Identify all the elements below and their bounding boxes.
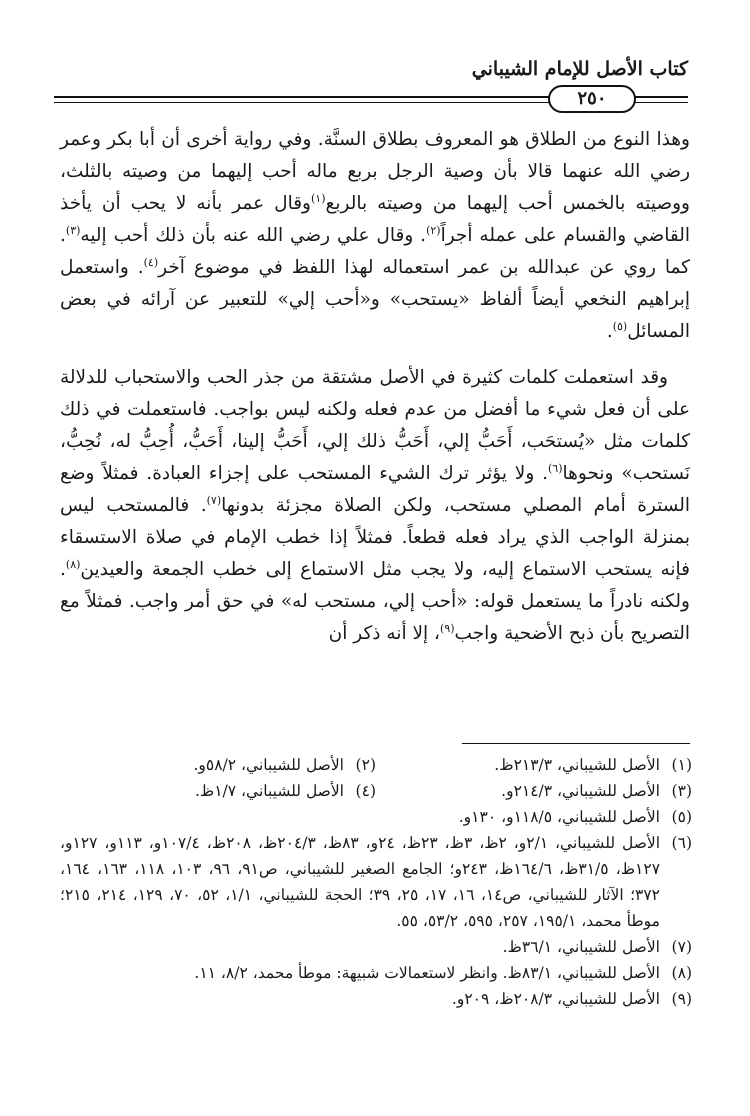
text-segment: . كما روي عن عبدالله بن عمر استعماله لهذا اللفظ في موضوع آخر xyxy=(60,225,690,278)
footnote-item xyxy=(60,804,692,830)
footnote-text: الأصل للشيباني، ٢١٤/٣و. xyxy=(501,782,660,800)
footnote-number: (٧) xyxy=(671,938,692,956)
footnote-text: الأصل للشيباني، ٢/١و، ٢ظ، ٣ظ، ٢٣ظ، ٢٤و، ٨٣ظ، ٢٠٤/٣ظ، ٢٠٨ظ، ١٠٧/٤و، ١١٣و، ١٢٧و، ١٢٧ظ، ٣١/٥ظ، ١٦٤/٦ظ، ٢٤٣و؛ الجامع الصغير للشيباني، ص٩١، ٩٦، ١٠٣، ١١٨، ١٦٣، ١٦٤، ٣٧٢؛ الآثار للشيباني، ص١٤، ١٦، ١٧، ٢٥، ٣٩؛ الحجة للشيباني، ١/١، ٥٢، ٧٠، ١٢٩، ٢١٤، ٢١٥؛ موطأ محمد، ١٩٥/١، ٢٥٧، ٥٩٥، ٥٣/٢، ٥٥. xyxy=(60,834,661,930)
text-segment: وقد استعملت كلمات كثيرة في الأصل مشتقة من جذر الحب والاستحباب للدلالة على أن فعل شيء ما أفضل من عدم فعله ولكنه ليس بواجب. فاستعملت في ذلك كلمات مثل «يُستحَب، أَحَبُّ إلي، أَحَبُّ ذلك إلي، أَحَبُّ إلينا، أَحَبُّ، أُحِبُّ له، نُحِبُّ، نَستحب» ونحوها xyxy=(60,367,690,484)
footnote-row xyxy=(60,752,692,778)
footnote-text: الأصل للشيباني، ١/٧ظ. xyxy=(194,782,344,800)
footnote-number: (١) xyxy=(671,756,692,774)
footnote-text: الأصل للشيباني، ١١٨/٥و، ١٣٠و. xyxy=(458,808,660,826)
footnote-ref[interactable]: (٢) xyxy=(426,223,441,237)
text-segment: وقال عمر بأنه لا يحب أن يأخذ القاضي والقسام على عمله أجراً xyxy=(60,193,690,246)
text-segment: . xyxy=(606,321,613,342)
footnote-ref[interactable]: (٧) xyxy=(206,493,222,507)
text-segment: ، إلا أنه ذكر أن xyxy=(328,623,441,644)
footnote-ref[interactable]: (٦) xyxy=(548,461,563,475)
footnote-text: الأصل للشيباني، ٢٠٨/٣ظ، ٢٠٩و. xyxy=(451,990,660,1008)
footnote-item xyxy=(60,830,692,934)
footnote-ref[interactable]: (٥) xyxy=(612,319,628,333)
footnote-number: (٢) xyxy=(355,756,376,774)
footnote-text: الأصل للشيباني، ٣٦/١ظ. xyxy=(502,938,660,956)
footnotes xyxy=(60,752,692,1012)
footnote-item xyxy=(60,960,692,986)
footnote-item xyxy=(60,986,692,1012)
footnote-item xyxy=(376,778,692,804)
footnote-text: الأصل للشيباني، ٥٨/٢و. xyxy=(193,756,344,774)
main-text xyxy=(60,124,690,650)
running-header-title: كتاب الأصل للإمام الشيباني xyxy=(471,58,688,80)
footnote-ref[interactable]: (١) xyxy=(311,191,326,205)
text-segment: . واستعمل إبراهيم النخعي أيضاً ألفاظ «يستحب» و«أحب إلي» للتعبير عن آرائه في بعض المسائل xyxy=(60,257,690,342)
footnote-separator xyxy=(462,743,690,744)
footnote-number: (٥) xyxy=(671,808,692,826)
footnote-ref[interactable]: (٣) xyxy=(65,223,81,237)
text-segment: . فالمستحب ليس بمنزلة الواجب الذي يراد فعله قطعاً. فمثلاً إذا خطب الإمام في صلاة الاستسقاء فإنه يستحب الاستماع إليه، ولا يجب مثل الاستماع إلى خطب الجمعة والعيدين xyxy=(60,495,690,580)
footnote-number: (٩) xyxy=(671,990,692,1008)
footnote-item xyxy=(60,778,376,804)
text-segment: . ولا يؤثر ترك الشيء المستحب على إجزاء العبادة. فمثلاً وضع السترة أمام المصلي مستحب، ولكن الصلاة مجزئة بدونها xyxy=(60,463,691,516)
page-number-badge: ٢٥٠ xyxy=(548,85,636,113)
footnote-ref[interactable]: (٩) xyxy=(440,621,455,635)
footnote-item xyxy=(60,934,692,960)
footnote-ref[interactable]: (٨) xyxy=(65,557,81,571)
footnote-text: الأصل للشيباني، ٨٣/١ظ. وانظر لاستعمالات شبيهة: موطأ محمد، ٨/٢، ١١. xyxy=(194,964,660,982)
footnote-item xyxy=(376,752,692,778)
paragraph-1 xyxy=(60,124,690,348)
footnote-number: (٨) xyxy=(671,964,692,982)
footnote-item xyxy=(60,752,376,778)
footnote-ref[interactable]: (٤) xyxy=(143,255,159,269)
text-segment: . ولكنه نادراً ما يستعمل قوله: «أحب إلي، مستحب له» في حق أمر واجب. فمثلاً مع التصريح بأن ذبح الأضحية واجب xyxy=(60,559,690,644)
footnote-row xyxy=(60,778,692,804)
text-segment: . وقال علي رضي الله عنه بأن ذلك أحب إليه xyxy=(80,225,427,246)
footnote-number: (٦) xyxy=(671,834,692,852)
text-segment: وهذا النوع من الطلاق هو المعروف بطلاق السنَّة. وفي رواية أخرى أن أبا بكر وعمر رضي الله عنهما قالا بأن وصية الرجل بربع ماله أحب إليهما من وصيته بالثلث، ووصيته بالخمس أحب إليهما من وصيته بالربع xyxy=(60,129,690,214)
footnote-number: (٣) xyxy=(671,782,692,800)
footnote-text: الأصل للشيباني، ٢١٣/٣ظ. xyxy=(494,756,660,774)
paragraph-2 xyxy=(60,362,690,650)
footnote-number: (٤) xyxy=(355,782,376,800)
